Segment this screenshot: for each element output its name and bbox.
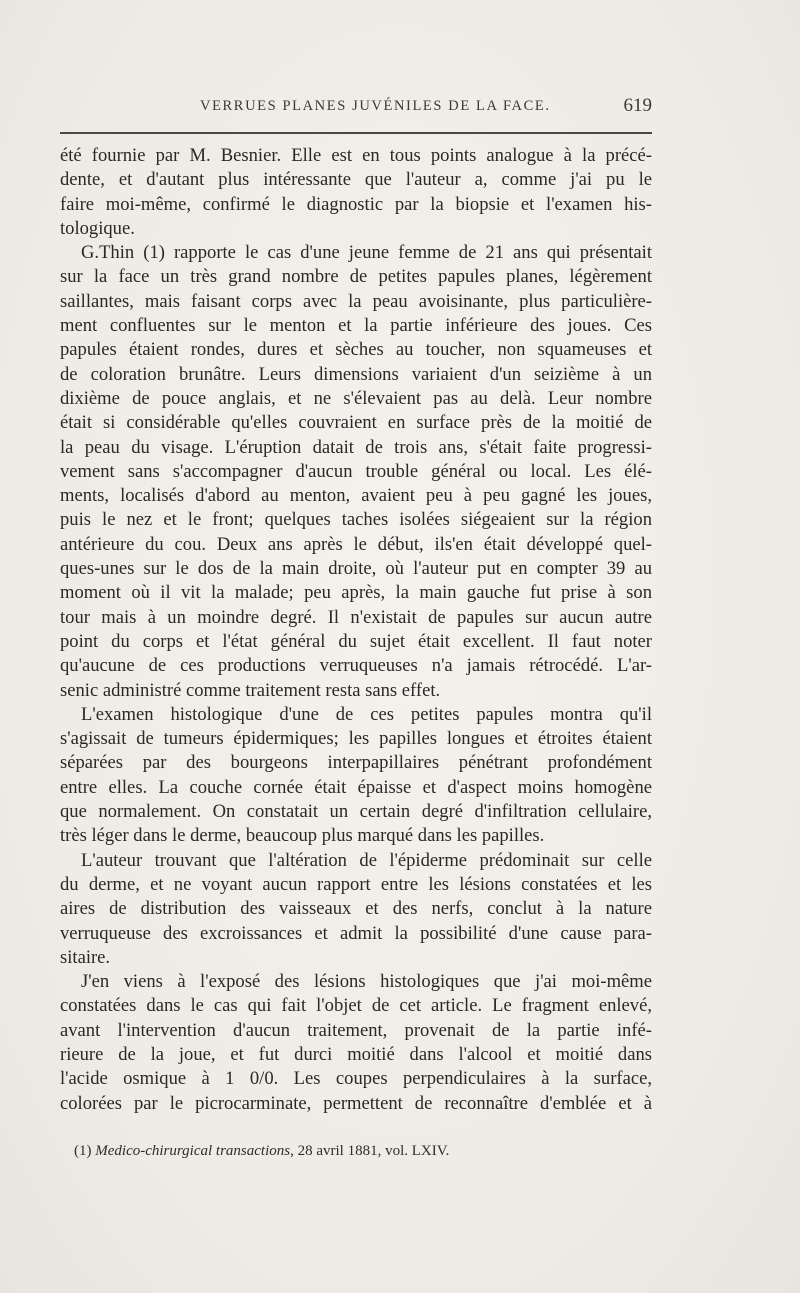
text-line: tologique. bbox=[60, 217, 135, 239]
text-line: vement sans s'accompagner d'aucun trouble général ou local. Les élé- bbox=[60, 460, 652, 482]
text-line: G.Thin (1) rapporte le cas d'une jeune femme de 21 ans qui présentait bbox=[81, 242, 652, 264]
text-line: avant l'intervention d'aucun traitement, provenait de la partie infé- bbox=[60, 1019, 652, 1041]
text-line: l'acide osmique à 1 0/0. Les coupes perpendiculaires à la surface, bbox=[60, 1068, 652, 1090]
text-line: la peau du visage. L'éruption datait de trois ans, s'était faite progressi- bbox=[60, 436, 652, 458]
text-line: L'auteur trouvant que l'altération de l'épiderme prédominait sur celle bbox=[81, 849, 652, 871]
text-line: séparées par des bourgeons interpapillaires pénétrant profondément bbox=[60, 752, 652, 774]
text-line: ments, localisés d'abord au menton, avaient peu à peu gagné les joues, bbox=[60, 485, 652, 507]
running-head bbox=[60, 96, 652, 120]
text-line: aires de distribution des vaisseaux et des nerfs, conclut à la nature bbox=[60, 898, 652, 920]
text-line: sur la face un très grand nombre de petites papules planes, légèrement bbox=[60, 266, 652, 288]
text-line: dixième de pouce anglais, et ne s'élevaient pas au delà. Leur nombre bbox=[60, 387, 652, 409]
text-line: saillantes, mais faisant corps avec la peau avoisinante, plus particulière- bbox=[60, 290, 652, 312]
text-line: était si considérable qu'elles couvraient en surface près de la moitié de bbox=[60, 412, 652, 434]
text-line: ques-unes sur le dos de la main droite, où l'auteur put en compter 39 au bbox=[60, 558, 652, 580]
text-line: senic administré comme traitement resta sans effet. bbox=[60, 679, 441, 701]
text-line: papules étaient rondes, dures et sèches au toucher, non squameuses et bbox=[60, 339, 652, 361]
header-rule bbox=[60, 132, 652, 134]
text-line: antérieure du cou. Deux ans après le début, ils'en était développé quel- bbox=[60, 533, 652, 555]
text-line: rieure de la joue, et fut durci moitié dans l'alcool et moitié dans bbox=[60, 1043, 652, 1065]
text-line: puis le nez et le front; quelques taches isolées siégeaient sur la région bbox=[60, 509, 652, 531]
text-line: faire moi-même, confirmé le diagnostic par la biopsie et l'examen his- bbox=[60, 193, 652, 215]
page-number: 619 bbox=[623, 95, 652, 116]
text-line: entre elles. La couche cornée était épaisse et d'aspect moins homogène bbox=[60, 776, 652, 798]
text-line: très léger dans le derme, beaucoup plus marqué dans les papilles. bbox=[60, 825, 545, 847]
text-line: ment confluentes sur le menton et la partie inférieure des joues. Ces bbox=[60, 315, 652, 337]
body-text bbox=[60, 144, 652, 1116]
footnote-marker: (1) bbox=[74, 1143, 92, 1159]
text-line: J'en viens à l'exposé des lésions histologiques que j'ai moi-même bbox=[81, 971, 652, 993]
text-line: s'agissait de tumeurs épidermiques; les papilles longues et étroites étaient bbox=[60, 728, 652, 750]
running-title: VERRUES PLANES JUVÉNILES DE LA FACE. bbox=[200, 98, 551, 114]
text-line: sitaire. bbox=[60, 946, 111, 968]
footnote-rest: , 28 avril 1881, vol. LXIV. bbox=[290, 1143, 450, 1159]
text-line: de coloration brunâtre. Leurs dimensions variaient d'un seizième à un bbox=[60, 363, 652, 385]
text-line: que normalement. On constatait un certain degré d'infiltration cellulaire, bbox=[60, 801, 652, 823]
text-line: point du corps et l'état général du sujet était excellent. Il faut noter bbox=[60, 630, 652, 652]
footnote-title: Medico-chirurgical transactions bbox=[95, 1143, 291, 1159]
text-line: constatées dans le cas qui fait l'objet de cet article. Le fragment enlevé, bbox=[60, 995, 652, 1017]
text-line: colorées par le picrocarminate, permettent de reconnaître d'emblée et à bbox=[60, 1092, 652, 1114]
text-line: tour mais à un moindre degré. Il n'existait de papules sur aucun autre bbox=[60, 606, 652, 628]
text-line: qu'aucune de ces productions verruqueuses n'a jamais rétrocédé. L'ar- bbox=[60, 655, 652, 677]
text-line: dente, et d'autant plus intéressante que l'auteur a, comme j'ai pu le bbox=[60, 169, 652, 191]
text-line: du derme, et ne voyant aucun rapport entre les lésions constatées et les bbox=[60, 873, 652, 895]
text-line: moment où il vit la malade; peu après, la main gauche fut prise à son bbox=[60, 582, 652, 604]
text-line: verruqueuse des excroissances et admit la possibilité d'une cause para- bbox=[60, 922, 652, 944]
text-line: L'examen histologique d'une de ces petites papules montra qu'il bbox=[81, 703, 652, 725]
footnote bbox=[74, 1141, 654, 1161]
text-line: été fournie par M. Besnier. Elle est en tous points analogue à la précé- bbox=[60, 145, 652, 166]
